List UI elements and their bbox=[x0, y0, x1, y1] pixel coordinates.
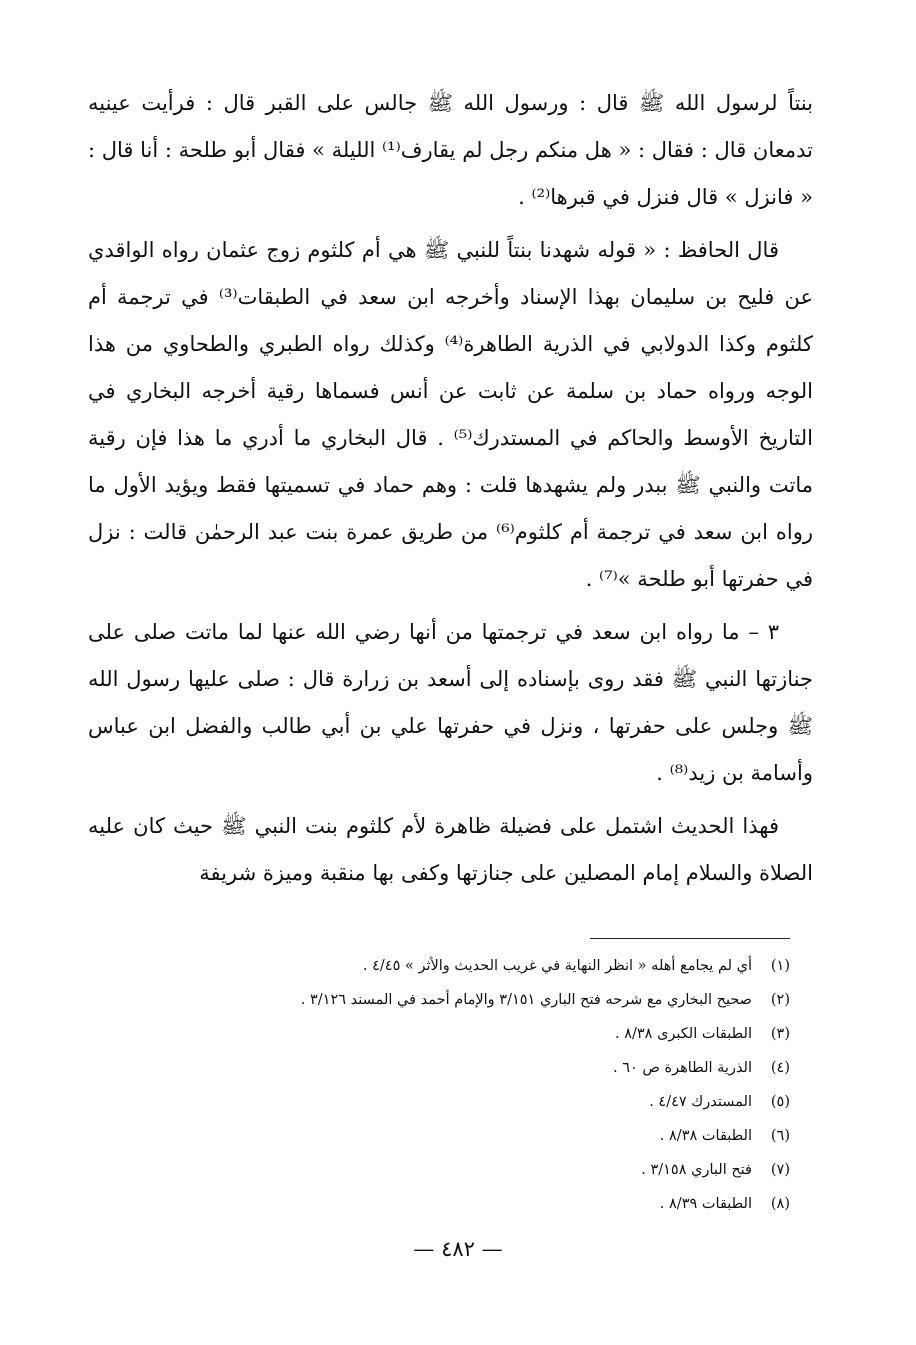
footnote-text: فتح الباري ٣/١٥٨ . bbox=[641, 1162, 752, 1178]
paragraph: فهذا الحديث اشتمل على فضيلة ظاهرة لأم كلثوم بنت النبي ﷺ حيث كان عليه الصلاة والسلام إمام المصلين على جنازتها وكفى بها منقبة وميزة شريفة bbox=[88, 814, 813, 885]
footnote-item bbox=[150, 983, 790, 1017]
footnote-item bbox=[150, 1119, 790, 1153]
footnote-item bbox=[150, 1051, 790, 1085]
footnote-number: (٥) bbox=[770, 1094, 790, 1110]
main-text bbox=[88, 80, 813, 897]
footnote-text: صحيح البخاري مع شرحه فتح الباري ٣/١٥١ والإمام أحمد في المسند ٣/١٢٦ . bbox=[300, 992, 752, 1008]
footnote-text: الطبقات ٨/٣٨ . bbox=[659, 1128, 752, 1144]
footnote-separator bbox=[590, 938, 790, 939]
paragraph: بنتاً لرسول الله ﷺ قال : ورسول الله ﷺ جالس على القبر قال : فرأيت عينيه تدمعان قال : فقال : « هل منكم رجل لم يقارف⁽¹⁾ الليلة » فقال أبو طلحة : أنا قال : « فانزل » قال فنزل في قبرها⁽²⁾ . bbox=[88, 91, 813, 209]
footnote-item bbox=[150, 1085, 790, 1119]
footnote-item bbox=[150, 1153, 790, 1187]
footnote-number: (٤) bbox=[770, 1060, 790, 1076]
footnote-item bbox=[150, 1017, 790, 1051]
footnote-text: الطبقات الكبرى ٨/٣٨ . bbox=[615, 1026, 752, 1042]
footnote-text: الذرية الطاهرة ص ٦٠ . bbox=[612, 1060, 752, 1076]
footnote-number: (١) bbox=[770, 958, 790, 974]
footnotes-section bbox=[150, 938, 790, 1221]
footnote-number: (٧) bbox=[770, 1162, 790, 1178]
footnote-number: (٣) bbox=[770, 1026, 790, 1042]
footnote-number: (٢) bbox=[770, 992, 790, 1008]
footnote-number: (٨) bbox=[770, 1196, 790, 1212]
page-number: — ٤٨٢ — bbox=[413, 1237, 503, 1261]
paragraph: ٣ – ما رواه ابن سعد في ترجمتها من أنها رضي الله عنها لما ماتت صلى على جنازتها النبي ﷺ فقد روى بإسناده إلى أسعد بن زرارة قال : صلى عليها رسول الله ﷺ وجلس على حفرتها ، ونزل في حفرتها علي بن أبي طالب والفضل ابن عباس وأسامة بن زيد⁽⁸⁾ . bbox=[88, 620, 813, 785]
footnote-text: المستدرك ٤/٤٧ . bbox=[649, 1094, 752, 1110]
footnote-text: أي لم يجامع أهله « انظر النهاية في غريب الحديث والأثر » ٤/٤٥ . bbox=[362, 958, 752, 974]
footnote-text: الطبقات ٨/٣٩ . bbox=[659, 1196, 752, 1212]
footnote-list bbox=[150, 949, 790, 1221]
footnote-number: (٦) bbox=[770, 1128, 790, 1144]
footnote-item bbox=[150, 1187, 790, 1221]
paragraph: قال الحافظ : « قوله شهدنا بنتاً للنبي ﷺ هي أم كلثوم زوج عثمان رواه الواقدي عن فليح بن سليمان بهذا الإسناد وأخرجه ابن سعد في الطبقات⁽³⁾ في ترجمة أم كلثوم وكذا الدولابي في الذرية الطاهرة⁽⁴⁾ وكذلك رواه الطبري والطحاوي من هذا الوجه ورواه حماد بن سلمة عن ثابت عن أنس فسماها رقية أخرجه البخاري في التاريخ الأوسط والحاكم في المستدرك⁽⁵⁾ . قال البخاري ما أدري ما هذا فإن رقية ماتت والنبي ﷺ ببدر ولم يشهدها قلت : وهم حماد في تسميتها فقط ويؤيد الأول ما رواه ابن سعد في ترجمة أم كلثوم⁽⁶⁾ من طريق عمرة بنت عبد الرحمٰن قالت : نزل في حفرتها أبو طلحة »⁽⁷⁾ . bbox=[88, 238, 814, 591]
footnote-item bbox=[150, 949, 790, 983]
